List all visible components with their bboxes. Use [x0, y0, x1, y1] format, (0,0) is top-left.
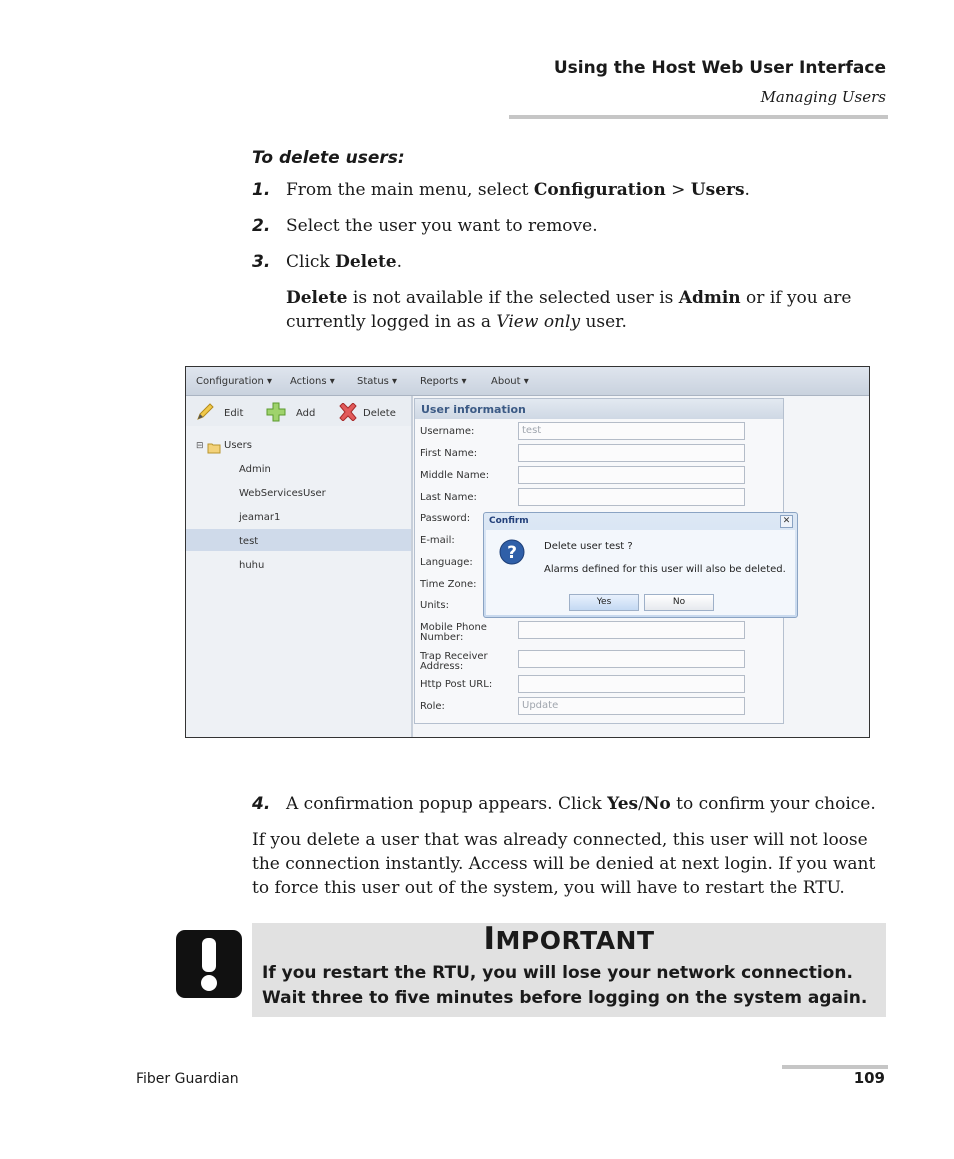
- field-label: Time Zone:: [420, 579, 477, 590]
- step-3-number: 3.: [252, 252, 271, 272]
- tree-item-test[interactable]: test: [239, 536, 259, 547]
- users-toolbar: [186, 396, 411, 426]
- tree-item-admin[interactable]: Admin: [239, 464, 271, 475]
- step-1-number: 1.: [252, 180, 271, 200]
- field-label: Mobile Phone Number:: [420, 622, 487, 643]
- dialog-message: Delete user test ?: [544, 541, 633, 552]
- menu-reports[interactable]: Reports ▾: [420, 376, 467, 387]
- svg-text:?: ?: [507, 543, 517, 563]
- http-post-url-field[interactable]: [518, 675, 745, 693]
- screenshot-figure: [185, 366, 870, 738]
- page-number: 109: [853, 1069, 885, 1087]
- field-label: Language:: [420, 557, 473, 568]
- running-header-subtitle: Managing Users: [760, 88, 886, 106]
- delete-icon: [338, 403, 358, 425]
- step-2-text: Select the user you want to remove.: [286, 216, 598, 236]
- question-icon: [498, 538, 526, 570]
- running-header-title: Using the Host Web User Interface: [553, 58, 886, 78]
- first-name-field[interactable]: [518, 444, 745, 462]
- trap-receiver-field[interactable]: [518, 650, 745, 668]
- procedure-title: To delete users:: [252, 148, 405, 168]
- menu-actions[interactable]: Actions ▾: [290, 376, 335, 387]
- step-3-note: Delete is not available if the selected user is Admin or if you are currently logged in as a View only user.: [286, 288, 852, 332]
- edit-button[interactable]: Edit: [224, 408, 244, 419]
- field-label: Http Post URL:: [420, 679, 493, 690]
- delete-button[interactable]: Delete: [363, 408, 396, 419]
- field-label: Last Name:: [420, 492, 477, 503]
- step-2-number: 2.: [252, 216, 271, 236]
- username-field[interactable]: test: [518, 422, 745, 440]
- tree-selection-highlight: [186, 529, 411, 551]
- exclamation-icon: [176, 930, 242, 998]
- add-icon: [266, 402, 286, 426]
- dialog-body: [486, 530, 795, 615]
- header-rule: [509, 115, 888, 119]
- step-1-text: From the main menu, select Configuration > Users.: [286, 180, 750, 200]
- role-field[interactable]: Update: [518, 697, 745, 715]
- menu-configuration[interactable]: Configuration ▾: [196, 376, 273, 387]
- footer-product-name: Fiber Guardian: [136, 1071, 239, 1087]
- yes-button[interactable]: Yes: [569, 594, 639, 611]
- mobile-phone-field[interactable]: [518, 621, 745, 639]
- main-menu-bar: [186, 367, 869, 396]
- field-label: Trap Receiver Address:: [420, 651, 488, 672]
- field-label: Middle Name:: [420, 470, 490, 481]
- dialog-title: Confirm: [489, 516, 529, 526]
- users-tree-pane: [186, 396, 413, 737]
- field-label: Username:: [420, 426, 475, 437]
- menu-status[interactable]: Status ▾: [357, 376, 398, 387]
- dialog-warning: Alarms defined for this user will also be deleted.: [544, 564, 786, 575]
- restart-note-paragraph: If you delete a user that was already connected, this user will not loose the connection instantly. Access will be denied at next login. If you want to force this user out of the system, you will have to restart the RTU.: [252, 830, 876, 898]
- tree-root-users[interactable]: Users: [224, 440, 253, 451]
- important-text: If you restart the RTU, you will lose your network connection. Wait three to five minutes before logging on the system again.: [262, 963, 868, 1008]
- field-label: E-mail:: [420, 535, 455, 546]
- close-icon[interactable]: ✕: [780, 515, 793, 528]
- collapse-icon[interactable]: ⊟: [196, 441, 204, 451]
- step-4-text: A confirmation popup appears. Click Yes/No to confirm your choice.: [286, 794, 876, 814]
- folder-icon: [207, 439, 221, 458]
- no-button[interactable]: No: [644, 594, 714, 611]
- field-label: Password:: [420, 513, 471, 524]
- menu-about[interactable]: About ▾: [491, 376, 529, 387]
- edit-icon: [196, 403, 216, 425]
- middle-name-field[interactable]: [518, 466, 745, 484]
- important-title: IMPORTANT: [483, 921, 655, 957]
- tree-item-jeamar1[interactable]: jeamar1: [239, 512, 281, 523]
- field-label: First Name:: [420, 448, 478, 459]
- tree-item-webservicesuser[interactable]: WebServicesUser: [239, 488, 326, 499]
- tree-item-huhu[interactable]: huhu: [239, 560, 265, 571]
- field-label: Units:: [420, 600, 449, 611]
- add-button[interactable]: Add: [296, 408, 316, 419]
- confirm-dialog: [483, 512, 798, 618]
- step-4-number: 4.: [252, 794, 271, 814]
- step-3-text: Click Delete.: [286, 252, 403, 272]
- user-information-header: User information: [414, 398, 784, 420]
- field-label: Role:: [420, 701, 445, 712]
- last-name-field[interactable]: [518, 488, 745, 506]
